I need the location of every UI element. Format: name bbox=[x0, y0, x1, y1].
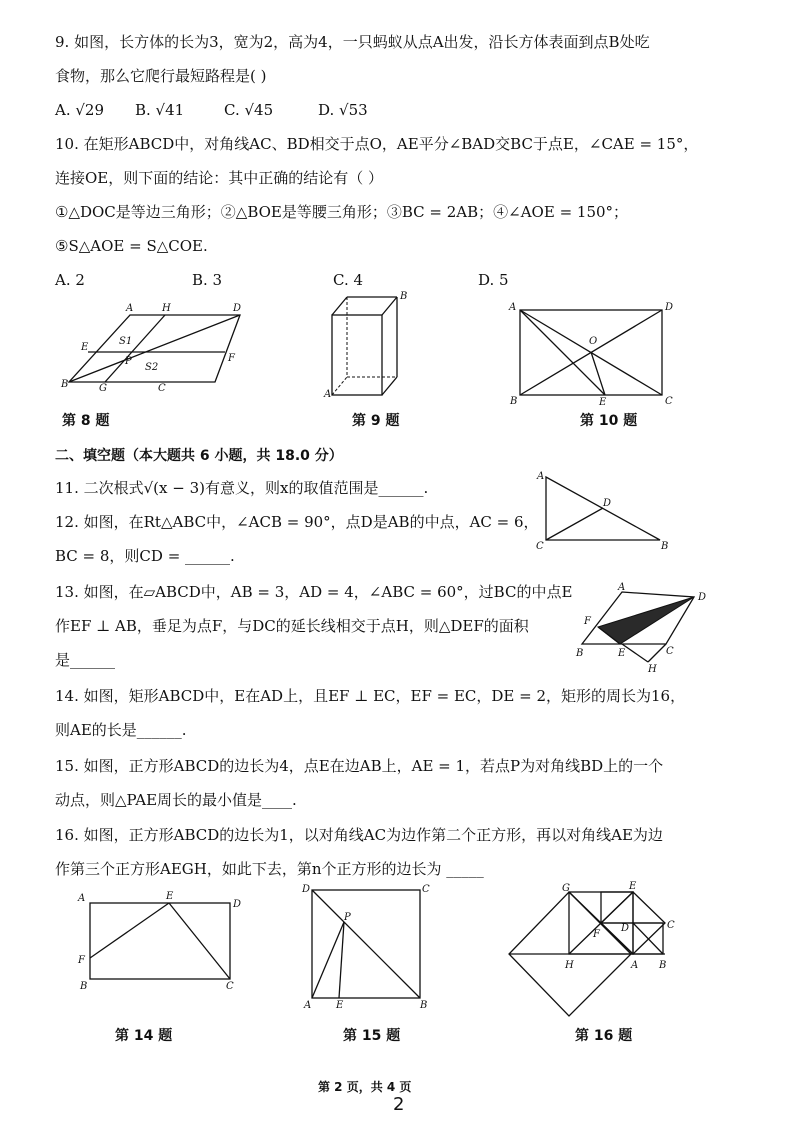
f10-label-b: B bbox=[510, 396, 518, 407]
q15-line2: 动点，则△PAE周长的最小值是____. bbox=[55, 791, 297, 809]
q13-line1: 13. 如图，在▱ABCD中，AB = 3，AD = 4，∠ABC = 60°，过BC的中点E bbox=[55, 583, 573, 601]
caption-figure-15: 第 15 题 bbox=[343, 1028, 401, 1044]
f15-label-p: P bbox=[344, 912, 351, 923]
f16-label-d: D bbox=[621, 923, 630, 934]
q14-line2: 则AE的长是______. bbox=[55, 721, 187, 739]
f13-label-e: E bbox=[618, 648, 626, 659]
q16-line1: 16. 如图，正方形ABCD的边长为1，以对角线AC为边作第二个正方形，再以对角线AE为边 bbox=[55, 826, 663, 844]
f13-label-c: C bbox=[666, 646, 674, 657]
section-fill-in-title: 二、填空题（本大题共 6 小题，共 18.0 分） bbox=[55, 448, 343, 464]
f9-label-a: A bbox=[324, 389, 332, 400]
q10-line1: 10. 在矩形ABCD中，对角线AC、BD相交于点O，AE平分∠BAD交BC于点E，∠CAE = 15°， bbox=[55, 135, 699, 153]
q9-option-b: B. √41 bbox=[135, 101, 185, 119]
q15-line1: 15. 如图，正方形ABCD的边长为4，点E在边AB上，AE = 1，若点P为对角线BD上的一个 bbox=[55, 757, 664, 775]
f8-label-s2: S2 bbox=[145, 362, 159, 373]
f13-label-h: H bbox=[648, 664, 657, 675]
f8-label-e: E bbox=[81, 342, 89, 353]
f12-label-b: B bbox=[661, 541, 669, 552]
f16-label-f: F bbox=[593, 929, 600, 940]
q13-line2: 作EF ⊥ AB，垂足为点F，与DC的延长线相交于点H，则△DEF的面积 bbox=[55, 617, 529, 635]
q10-option-b: B. 3 bbox=[192, 271, 223, 289]
q10-option-a: A. 2 bbox=[55, 271, 85, 289]
f8-label-p: P bbox=[125, 356, 132, 367]
f13-label-d: D bbox=[698, 592, 707, 603]
q12-line2: BC = 8，则CD = ______. bbox=[55, 547, 235, 565]
f10-label-a: A bbox=[509, 302, 517, 313]
figure-12 bbox=[530, 465, 675, 555]
caption-figure-9: 第 9 题 bbox=[352, 413, 400, 429]
figure-9 bbox=[322, 285, 412, 400]
f12-label-d: D bbox=[603, 498, 612, 509]
q10-option-d: D. 5 bbox=[478, 271, 509, 289]
f14-label-c: C bbox=[226, 981, 234, 992]
figure-15 bbox=[296, 880, 441, 1010]
f13-label-a: A bbox=[618, 582, 626, 593]
q11-line: 11. 二次根式√(x − 3)有意义，则x的取值范围是______. bbox=[55, 479, 429, 497]
figure-14 bbox=[72, 885, 247, 995]
f8-label-g: G bbox=[99, 383, 107, 394]
f13-label-f: F bbox=[584, 616, 591, 627]
f9-label-b: B bbox=[400, 291, 408, 302]
f14-label-d: D bbox=[233, 899, 242, 910]
page-footer: 第 2 页，共 4 页 bbox=[318, 1080, 412, 1094]
f8-label-f: F bbox=[228, 353, 235, 364]
f10-label-o: O bbox=[589, 336, 598, 347]
f8-label-b: B bbox=[61, 379, 69, 390]
f15-label-c: C bbox=[422, 884, 430, 895]
f16-label-g: G bbox=[562, 883, 570, 894]
f16-label-e: E bbox=[629, 881, 637, 892]
caption-figure-8: 第 8 题 bbox=[62, 413, 110, 429]
q9-option-a: A. √29 bbox=[55, 101, 105, 119]
f16-label-c: C bbox=[667, 920, 675, 931]
f15-label-a: A bbox=[304, 1000, 312, 1011]
f16-label-a: A bbox=[631, 960, 639, 971]
f10-label-c: C bbox=[665, 396, 673, 407]
q10-line3: ①△DOC是等边三角形；②△BOE是等腰三角形；③BC = 2AB；④∠AOE = 150°； bbox=[55, 203, 629, 221]
q9-line2: 食物，那么它爬行最短路程是( ) bbox=[55, 67, 267, 85]
q13-line3: 是______ bbox=[55, 651, 116, 669]
q16-line2: 作第三个正方形AEGH，如此下去，第n个正方形的边长为 _____ bbox=[55, 860, 484, 878]
q9-option-c: C. √45 bbox=[224, 101, 274, 119]
f14-label-f: F bbox=[78, 955, 85, 966]
q9-line1: 9. 如图，长方体的长为3，宽为2，高为4，一只蚂蚁从点A出发，沿长方体表面到点B处吃 bbox=[55, 33, 650, 51]
f16-label-h: H bbox=[565, 960, 574, 971]
f8-label-h: H bbox=[162, 303, 171, 314]
f15-label-b: B bbox=[420, 1000, 428, 1011]
f14-label-e: E bbox=[166, 891, 174, 902]
f8-label-a: A bbox=[126, 303, 134, 314]
caption-figure-14: 第 14 题 bbox=[115, 1028, 173, 1044]
f10-label-d: D bbox=[665, 302, 674, 313]
q10-option-c: C. 4 bbox=[333, 271, 364, 289]
caption-figure-10: 第 10 题 bbox=[580, 413, 638, 429]
q9-option-d: D. √53 bbox=[318, 101, 368, 119]
f10-label-e: E bbox=[599, 397, 607, 408]
q12-line1: 12. 如图，在Rt△ABC中，∠ACB = 90°，点D是AB的中点，AC = 6， bbox=[55, 513, 539, 531]
q10-line2: 连接OE，则下面的结论：其中正确的结论有（ ） bbox=[55, 169, 384, 187]
caption-figure-16: 第 16 题 bbox=[575, 1028, 633, 1044]
f8-label-c: C bbox=[158, 383, 166, 394]
figure-10 bbox=[505, 298, 685, 408]
f13-label-b: B bbox=[576, 648, 584, 659]
f14-label-b: B bbox=[80, 981, 88, 992]
f8-label-d: D bbox=[233, 303, 242, 314]
f15-label-d: D bbox=[302, 884, 311, 895]
q14-line1: 14. 如图，矩形ABCD中，E在AD上，且EF ⊥ EC，EF = EC，DE = 2，矩形的周长为16， bbox=[55, 687, 686, 705]
f12-label-c: C bbox=[536, 541, 544, 552]
q10-line4: ⑤S△AOE = S△COE. bbox=[55, 237, 208, 255]
f12-label-a: A bbox=[537, 471, 545, 482]
f8-label-s1: S1 bbox=[119, 336, 133, 347]
f16-label-b: B bbox=[659, 960, 667, 971]
figure-13 bbox=[570, 582, 710, 674]
page-number: 2 bbox=[393, 1094, 405, 1115]
figure-16 bbox=[505, 878, 695, 1008]
f14-label-a: A bbox=[78, 893, 86, 904]
f15-label-e: E bbox=[336, 1000, 344, 1011]
figure-8 bbox=[55, 300, 270, 395]
